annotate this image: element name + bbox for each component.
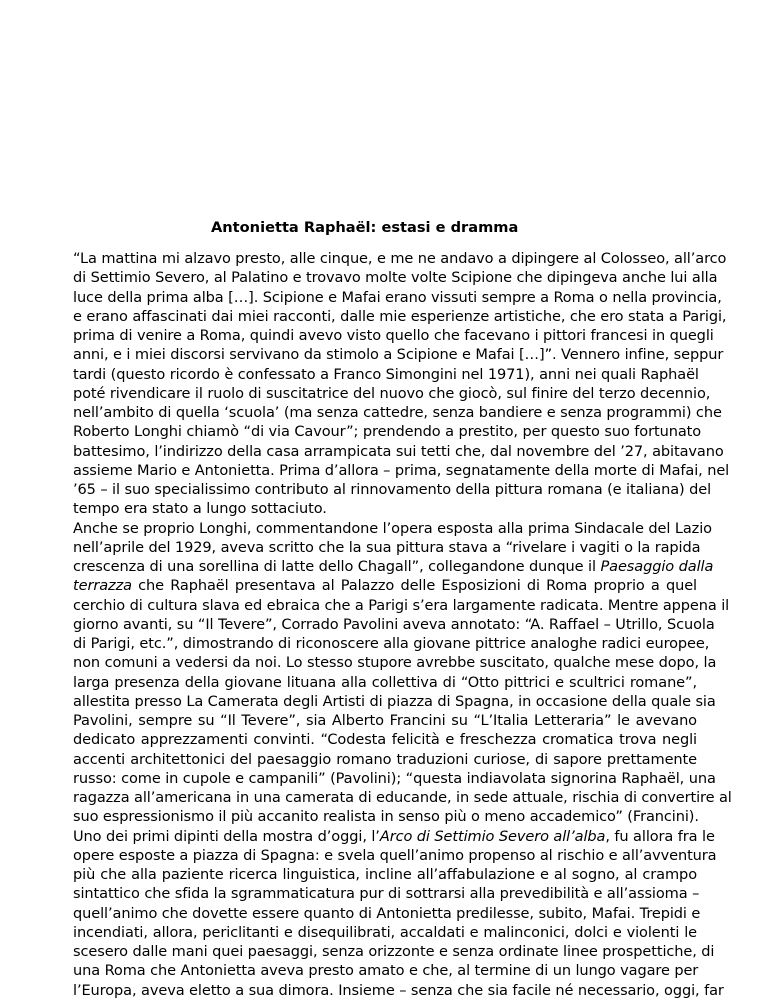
- text-segment: Uno dei primi dipinti della mostra d’oggi, l’: [73, 827, 380, 845]
- text-line: Anche se proprio Longhi, commentandone l’opera esposta alla prima Sindacale del Lazio: [73, 519, 712, 537]
- artwork-title: Arco di Settimio Severo all’alba: [379, 827, 606, 845]
- text-line: di Parigi, etc.”, dimostrando di riconoscere alla giovane pittrice analoghe radici europee,: [73, 635, 710, 652]
- text-segment: crescenza di una sorellina di latte dello Chagall”, collegandone dunque il: [73, 558, 601, 575]
- text-line: ’65 – il suo specialissimo contributo al rinnovamento della pittura romana (e italiana) del: [73, 481, 712, 498]
- text-line: di Settimio Severo, al Palatino e trovavo molte volte Scipione che dipingeva anche lui alla: [73, 269, 718, 287]
- article-body: [73, 249, 732, 1000]
- artwork-title: Paesaggio dalla: [600, 558, 714, 575]
- text-line: incendiati, allora, periclitanti e disequilibrati, accaldati e malinconici, dolci e violenti le: [73, 923, 697, 941]
- text-line: Roberto Longhi chiamò “di via Cavour”; prendendo a prestito, per questo suo fortunato: [73, 423, 702, 441]
- text-line: “La mattina mi alzavo presto, alle cinque, e me ne andavo a dipingere al Colosseo, all’arco: [73, 250, 727, 267]
- text-line: cerchio di cultura slava ed ebraica che a Parigi s’era largamente radicata. Mentre appena il: [73, 596, 730, 614]
- text-line: [73, 827, 715, 846]
- text-line: battesimo, l’indirizzo della casa arrampicata sui tetti che, dal novembre del ’27, abitavano: [73, 442, 724, 460]
- text-line: nell’aprile del 1929, aveva scritto che la sua pittura stava a “rivelare i vagiti o la rapida: [73, 538, 701, 556]
- text-line: e erano affascinati dai miei racconti, dalle mie esperienze artistiche, che ero stata a Parigi,: [73, 307, 727, 325]
- text-line: opere esposte a piazza di Spagna: e svela quell’animo propenso al rischio e all’avventura: [73, 846, 717, 864]
- text-line: tempo era stato a lungo sottaciuto.: [73, 500, 327, 518]
- text-line: l’Europa, aveva eletto a sua dimora. Insieme – senza che sia facile né necessario, oggi, far: [73, 981, 724, 999]
- text-line: larga presenza della giovane lituana alla collettiva di “Otto pittrici e scultrici romane”,: [73, 673, 697, 691]
- text-line: prima di venire a Roma, quindi avevo visto quello che facevano i pittori francesi in quegli: [73, 327, 714, 344]
- text-line: [73, 557, 714, 576]
- text-line: tardi (questo ricordo è confessato a Franco Simongini nel 1971), anni nei quali Raphaël: [73, 365, 699, 383]
- text-line: nell’ambito di quella ‘scuola’ (ma senza cattedre, senza bandiere e senza programmi) che: [73, 404, 722, 421]
- text-line: scesero dalle mani quei paesaggi, senza orizzonte e senza ordinate linee prospettiche, di: [73, 943, 715, 960]
- artwork-title: terrazza: [73, 577, 132, 595]
- text-line: luce della prima alba […]. Scipione e Mafai erano vissuti sempre a Roma o nella provincia,: [73, 288, 722, 306]
- text-line: quell’animo che dovette essere quanto di Antonietta predilesse, subito, Mafai. Trepidi e: [73, 904, 701, 922]
- text-line: anni, e i miei discorsi servivano da stimolo a Scipione e Mafai […]”. Vennero infine, seppur: [73, 346, 724, 364]
- text-line: [73, 576, 697, 595]
- text-line: russo: come in cupole e campanili” (Pavolini); “questa indiavolata signorina Raphaël, una: [73, 769, 716, 787]
- text-line: sintattico che sfida la sgrammaticatura pur di sottrarsi alla prevedibilità e all’assioma –: [73, 885, 700, 903]
- text-line: allestita presso La Camerata degli Artisti di piazza di Spagna, in occasione della quale sia: [73, 692, 716, 710]
- text-line: dedicato apprezzamenti convinti. “Codesta felicità e freschezza cromatica trova negli: [73, 731, 697, 749]
- text-line: Pavolini, sempre su “Il Tevere”, sia Alberto Francini su “L’Italia Letteraria” le avevano: [73, 712, 697, 729]
- text-line: ragazza all’americana in una camerata di educande, in sede attuale, rischia di convertire al: [73, 789, 732, 806]
- text-line: assieme Mario e Antonietta. Prima d’allora – prima, segnatamente della morte di Mafai, nel: [73, 461, 730, 479]
- page-title: Antonietta Raphaël: estasi e dramma: [211, 219, 519, 236]
- text-segment: , fu allora fra le: [605, 827, 715, 845]
- text-line: poté rivendicare il ruolo di suscitatrice del nuovo che giocò, sul finire del terzo decennio,: [73, 384, 711, 402]
- text-line: accenti architettonici del paesaggio romano traduzioni curiose, di sapore prettamente: [73, 750, 697, 768]
- text-line: non comuni a vedersi da noi. Lo stesso stupore avrebbe suscitato, qualche mese dopo, la: [73, 654, 717, 672]
- text-line: più che alla paziente ricerca linguistica, incline all’affabulazione e al sogno, al crampo: [73, 866, 697, 883]
- text-segment: che Raphaël presentava al Palazzo delle Esposizioni di Roma proprio a quel: [131, 577, 697, 595]
- text-line: una Roma che Antonietta aveva presto amato e che, al termine di un lungo vagare per: [73, 962, 699, 980]
- text-line: giorno avanti, su “Il Tevere”, Corrado Pavolini aveva annotato: “A. Raffael – Utrillo, Scuola: [73, 615, 715, 633]
- text-line: suo espressionismo il più accanito realista in senso più o meno accademico” (Francini).: [73, 808, 699, 826]
